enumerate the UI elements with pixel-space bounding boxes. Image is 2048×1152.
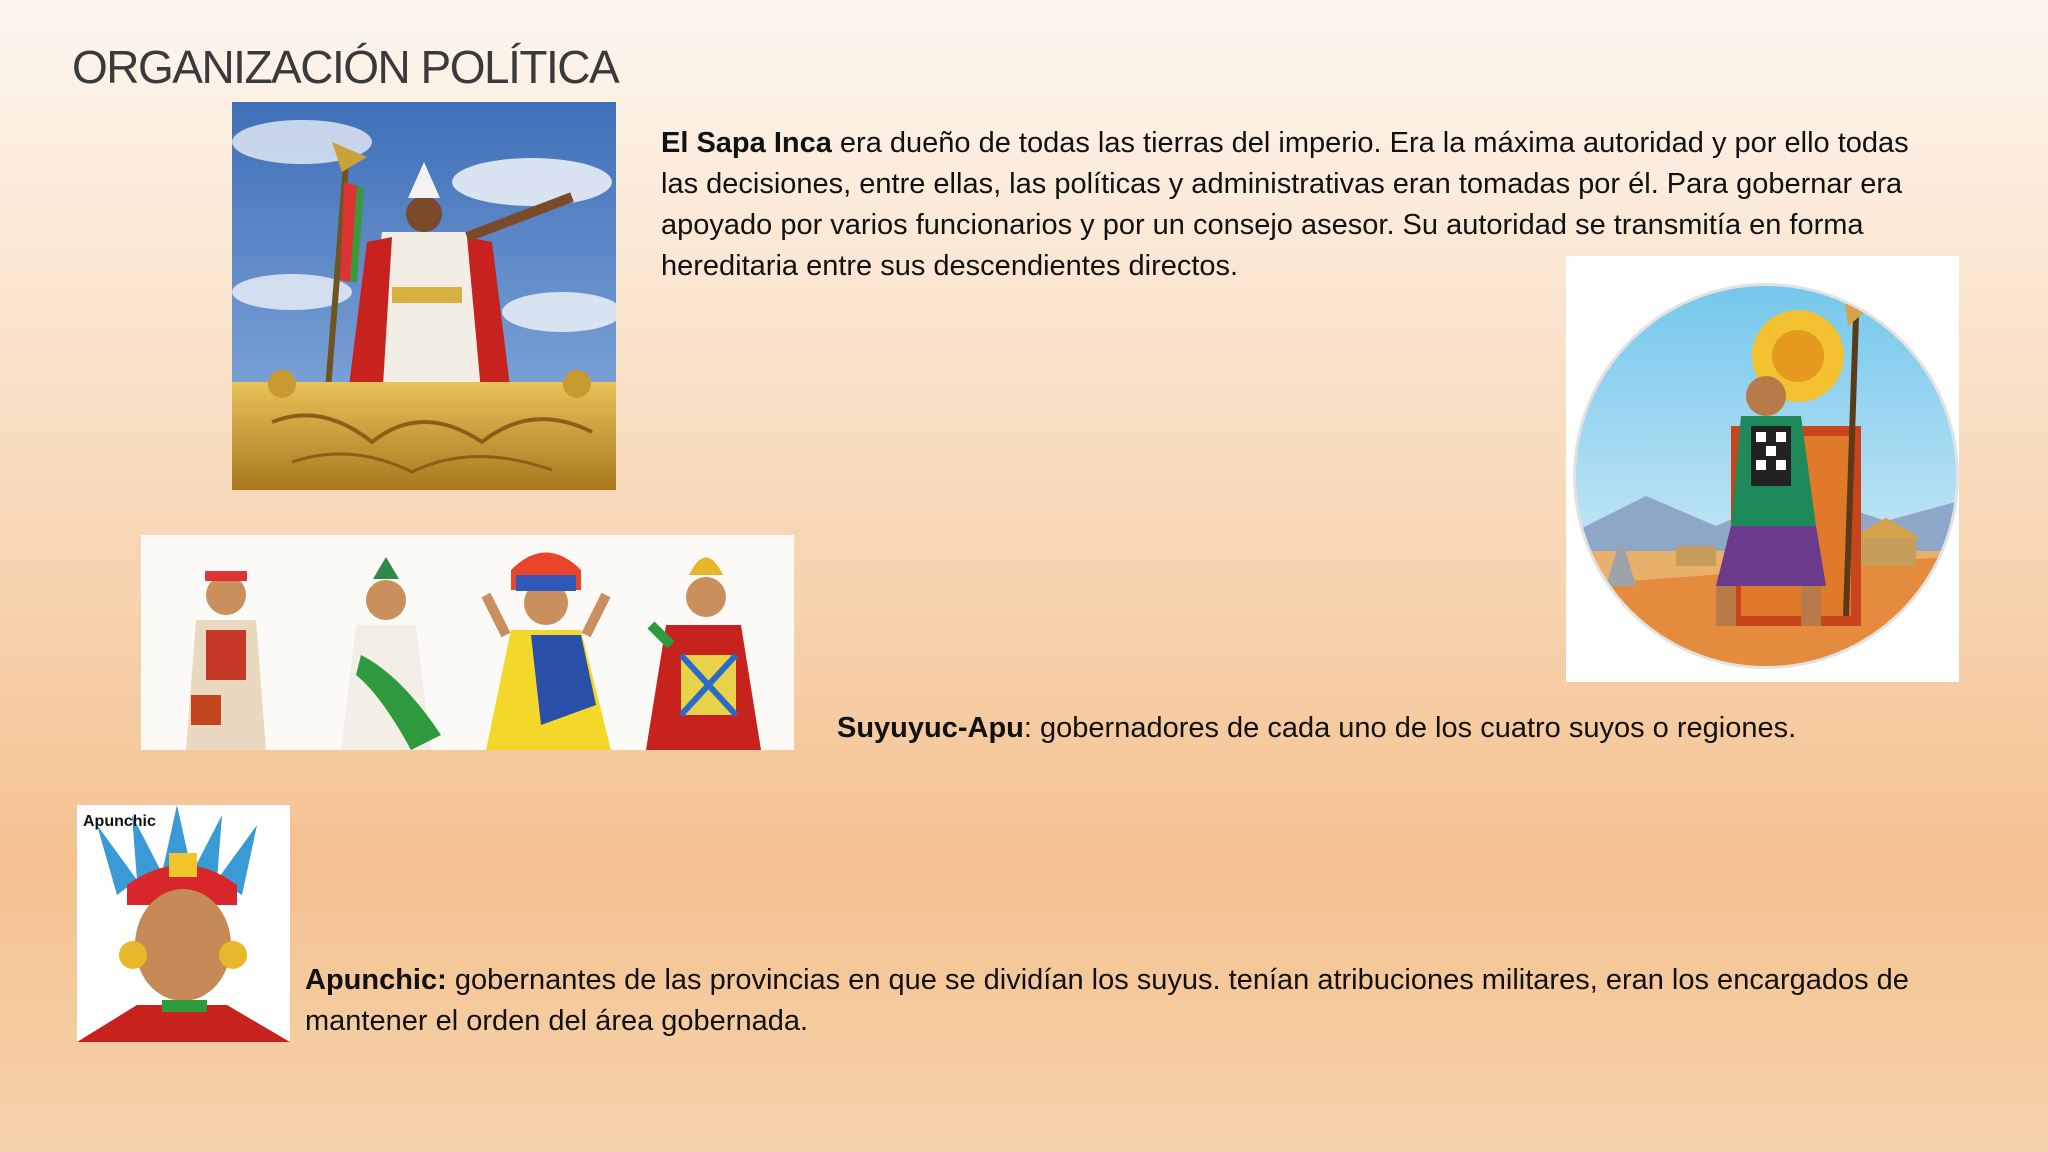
apunchic-paragraph xyxy=(305,960,2005,1042)
inca-throne-illustration xyxy=(1566,256,1959,682)
apunchic-portrait xyxy=(77,805,290,1042)
suyuyuc-apu-term: Suyuyuc-Apu xyxy=(837,712,1024,744)
suyuyuc-apu-paragraph xyxy=(837,708,1987,749)
sapa-inca-term: El Sapa Inca xyxy=(661,127,832,159)
apunchic-description: gobernantes de las provincias en que se dividían los suyus. tenían atribuciones militares, eran los encargados de mantener el orden del área gobernada. xyxy=(305,964,1909,1037)
sapa-inca-description: era dueño de todas las tierras del imperio. Era la máxima autoridad y por ello todas las decisiones, entre ellas, las políticas y administrativas eran tomadas por él. Para gobernar era apoyado por varios funcionarios y por un consejo asesor. Su autoridad se transmitía en forma hereditaria entre sus descendientes directos. xyxy=(661,127,1909,282)
sapa-inca-photo xyxy=(232,102,616,490)
slide-title: ORGANIZACIÓN POLÍTICA xyxy=(72,41,619,93)
apunchic-term: Apunchic: xyxy=(305,964,447,996)
suyuyuc-apu-illustration xyxy=(141,535,794,750)
apunchic-image-caption: Apunchic xyxy=(83,813,156,830)
suyuyuc-apu-description: : gobernadores de cada uno de los cuatro suyos o regiones. xyxy=(1023,712,1797,744)
